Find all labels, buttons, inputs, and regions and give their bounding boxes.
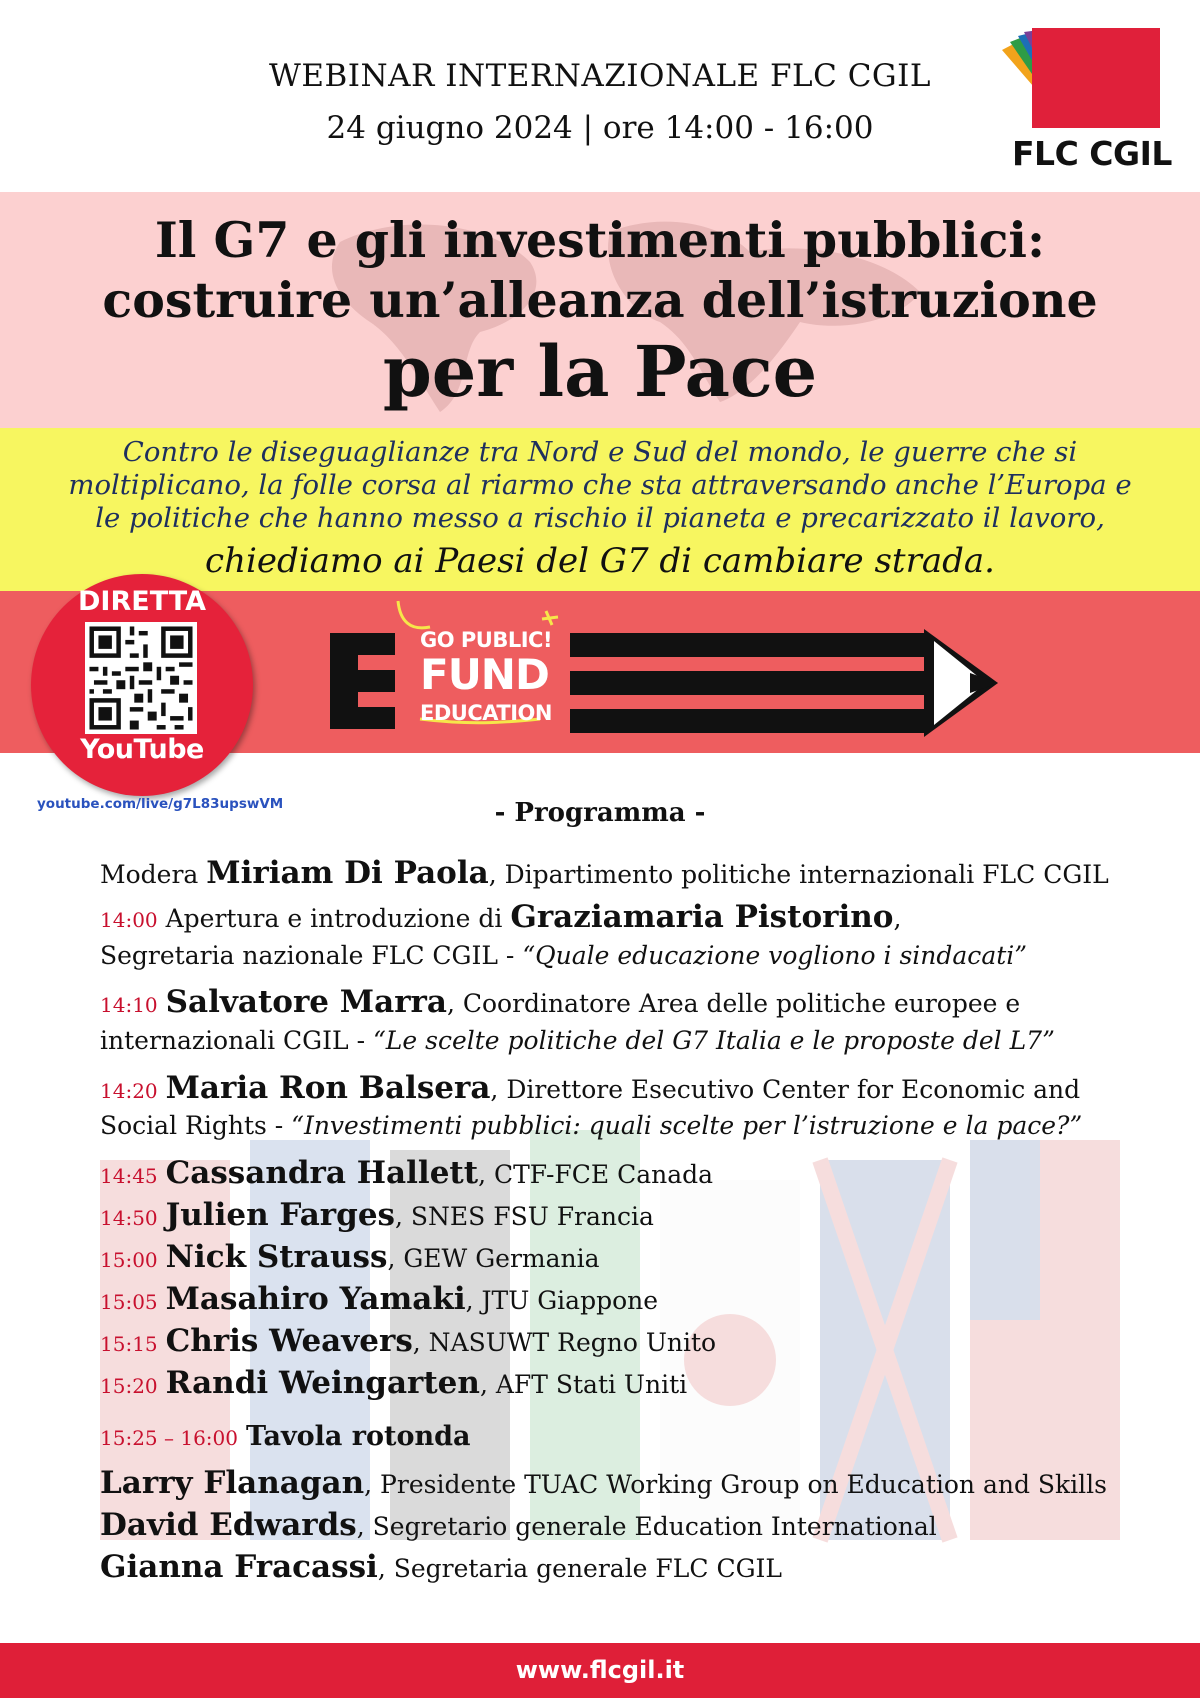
talk1-role-2: internazionali CGIL - — [100, 1026, 373, 1055]
speaker-row — [100, 1323, 716, 1359]
opening-role-line — [100, 941, 1027, 970]
speaker-row — [100, 1155, 713, 1191]
talk1-topic: “Le scelte politiche del G7 Italia e le proposte del L7” — [372, 1026, 1055, 1055]
moderator-name: Miriam Di Paola — [206, 855, 489, 891]
website-link[interactable]: www.flcgil.it — [515, 1656, 685, 1684]
speaker-name: Masahiro Yamaki — [165, 1281, 466, 1317]
title-band — [0, 192, 1200, 428]
panelist-row — [100, 1465, 1107, 1501]
panelist-row — [100, 1507, 937, 1543]
opening-comma: , — [893, 904, 902, 933]
opening-topic: “Quale educazione vogliono i sindacati” — [522, 941, 1028, 970]
talk2-time: 14:20 — [100, 1079, 158, 1103]
speaker-name: Cassandra Hallett — [165, 1155, 479, 1191]
panelist-row — [100, 1549, 782, 1585]
talk1-name: Salvatore Marra — [165, 984, 447, 1020]
talk2-role: , Direttore Esecutivo Center for Economic and — [490, 1075, 1081, 1104]
manifesto-line-3: le politiche che hanno messo a rischio il pianeta e precarizzato il lavoro, — [95, 502, 1105, 534]
roundtable-line — [100, 1421, 471, 1452]
webinar-title: WEBINAR INTERNAZIONALE FLC CGIL — [268, 58, 932, 94]
manifesto-line-2: moltiplicano, la folle corsa al riarmo che sta attraversando anche l’Europa e — [68, 469, 1132, 501]
speaker-org: , NASUWT Regno Unito — [412, 1328, 717, 1357]
opening-time: 14:00 — [100, 908, 158, 932]
manifesto-line-1: Contro le diseguaglianze tra Nord e Sud del mondo, le guerre che si — [122, 436, 1078, 468]
roundtable-time: 15:25 – 16:00 — [100, 1426, 238, 1450]
webinar-date: 24 giugno 2024 | ore 14:00 - 16:00 — [326, 110, 874, 146]
footer — [0, 1643, 1200, 1698]
opening-line — [100, 899, 901, 935]
youtube-live-link[interactable]: youtube.com/live/g7L83upswVM — [37, 796, 284, 812]
campaign-line-1: GO PUBLIC! — [420, 628, 553, 652]
qr-code-icon[interactable] — [85, 622, 197, 734]
speaker-time: 14:50 — [100, 1206, 158, 1230]
talk2-role-2: Social Rights - — [100, 1111, 292, 1140]
speaker-row — [100, 1281, 658, 1317]
talk1-line — [100, 984, 1020, 1020]
moderator-line — [100, 855, 1109, 891]
panelist-name: David Edwards — [100, 1507, 357, 1543]
talk2-topic: “Investimenti pubblici: quali scelte per l’istruzione e la pace?” — [291, 1111, 1083, 1140]
speaker-time: 15:15 — [100, 1332, 158, 1356]
speaker-time: 15:00 — [100, 1248, 158, 1272]
logo-text: FLC CGIL — [1012, 134, 1172, 173]
live-label: DIRETTA — [78, 586, 206, 617]
talk2-name: Maria Ron Balsera — [165, 1070, 491, 1106]
speaker-row — [100, 1197, 654, 1233]
speaker-org: , AFT Stati Uniti — [479, 1370, 688, 1399]
opening-prefix: Apertura e introduzione di — [165, 904, 503, 933]
speaker-row — [100, 1365, 687, 1401]
title-line-3: per la Pace — [382, 330, 818, 413]
panelist-name: Gianna Fracassi — [100, 1549, 378, 1585]
speaker-name: Randi Weingarten — [165, 1365, 480, 1401]
speaker-name: Chris Weavers — [165, 1323, 413, 1359]
speaker-name: Julien Farges — [165, 1197, 395, 1233]
talk1-role: , Coordinatore Area delle politiche europee e — [446, 989, 1021, 1018]
speaker-org: , GEW Germania — [387, 1244, 600, 1273]
talk1-time: 14:10 — [100, 993, 158, 1017]
panelist-role: , Segretaria generale FLC CGIL — [377, 1554, 783, 1583]
speaker-time: 15:05 — [100, 1290, 158, 1314]
opening-role: Segretaria nazionale FLC CGIL - — [100, 941, 523, 970]
panelist-role: , Presidente TUAC Working Group on Education and Skills — [364, 1470, 1108, 1499]
panelist-role: , Segretario generale Education International — [356, 1512, 937, 1541]
speaker-org: , CTF-FCE Canada — [478, 1160, 714, 1189]
panelist-name: Larry Flanagan — [100, 1465, 365, 1501]
talk2-line — [100, 1070, 1080, 1106]
youtube-label: YouTube — [80, 734, 204, 765]
moderator-prefix: Modera — [100, 860, 199, 889]
youtube-live-badge[interactable] — [31, 574, 253, 796]
talk1-role-line — [100, 1026, 1055, 1055]
speaker-time: 15:20 — [100, 1374, 158, 1398]
speaker-org: , SNES FSU Francia — [395, 1202, 654, 1231]
speaker-row — [100, 1239, 600, 1275]
moderator-role: , Dipartimento politiche internazionali FLC CGIL — [488, 860, 1109, 889]
title-line-1: Il G7 e gli investimenti pubblici: — [154, 211, 1046, 269]
manifesto-call-to-action: chiediamo ai Paesi del G7 di cambiare strada. — [205, 541, 995, 581]
campaign-line-2: FUND — [420, 650, 549, 699]
title-line-2: costruire un’alleanza dell’istruzione — [102, 271, 1098, 329]
talk2-role-line — [100, 1111, 1082, 1140]
speaker-time: 14:45 — [100, 1164, 158, 1188]
program-heading: - Programma - — [494, 798, 706, 828]
campaign-line-3: EDUCATION — [420, 701, 552, 725]
opening-name: Graziamaria Pistorino — [510, 899, 894, 935]
manifesto-band — [0, 428, 1200, 591]
speaker-org: , JTU Giappone — [465, 1286, 659, 1315]
roundtable-label: Tavola rotonda — [245, 1421, 471, 1452]
speaker-name: Nick Strauss — [165, 1239, 388, 1275]
